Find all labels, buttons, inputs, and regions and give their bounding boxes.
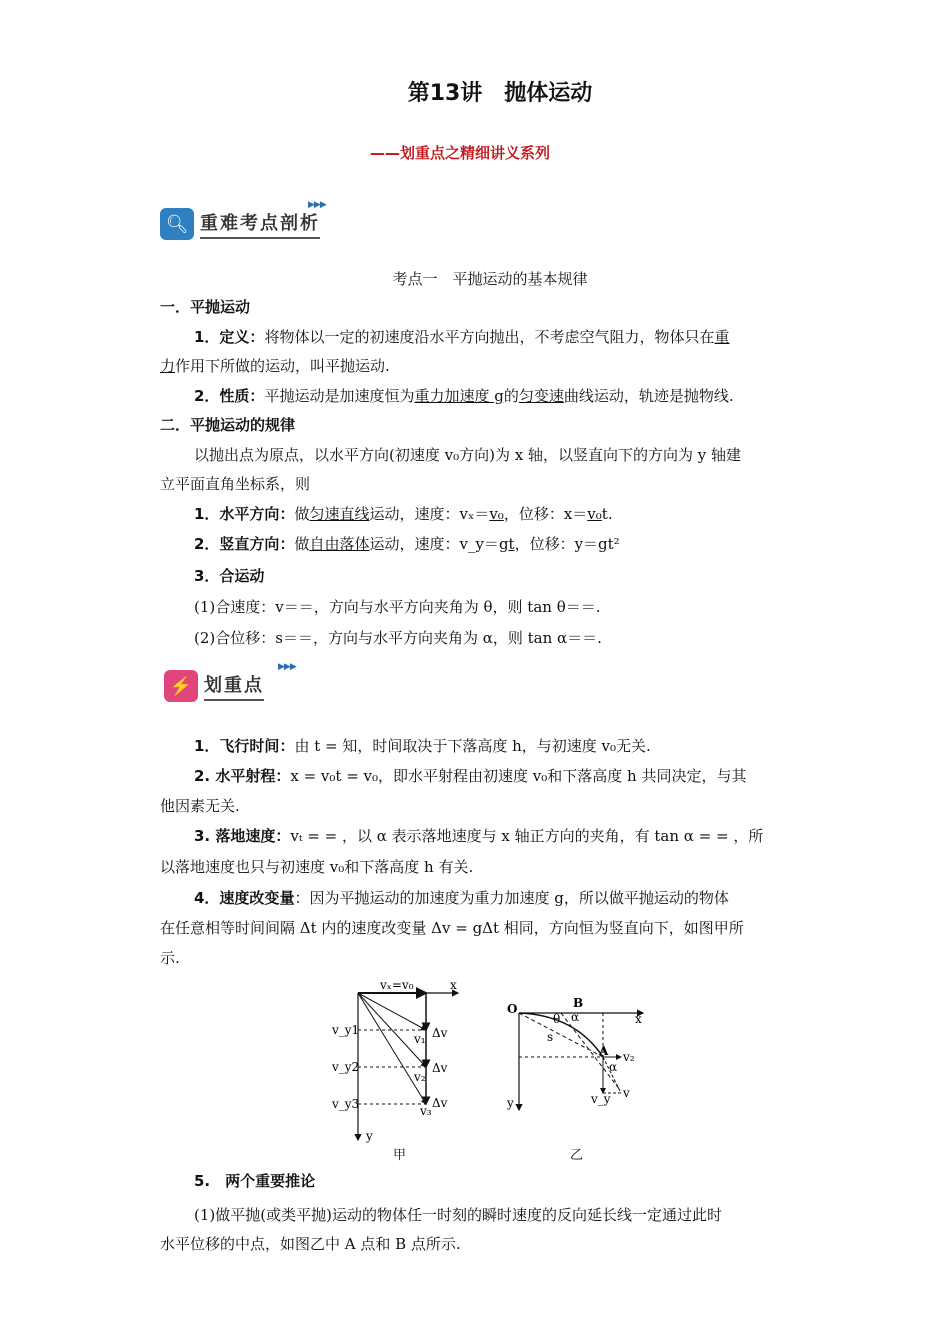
part2-heading: 二．平抛运动的规律 [160, 416, 296, 434]
label-alpha-A: α [609, 1060, 618, 1074]
intro-line-2: 立平面直角坐标系，则 [160, 475, 311, 493]
label-alpha-B: α [571, 1010, 580, 1024]
vertical-line: 2．竖直方向：做自由落体运动，速度：v_y＝gt，位移：y＝gt² [194, 535, 620, 553]
figure-jia [330, 975, 470, 1145]
combined-velocity: (1)合速度：v＝＝，方向与水平方向夹角为 θ，则 tan θ＝＝. [194, 598, 601, 616]
lightning-icon: ⚡ [164, 670, 198, 702]
definition-line-2: 力作用下所做的运动，叫平抛运动. [160, 357, 390, 375]
label-v3: v₃ [420, 1104, 432, 1118]
figure-yi-label: 乙 [570, 1148, 584, 1163]
figure-yi [505, 995, 650, 1115]
search-icon: 🔍︎ [160, 208, 194, 240]
badge-label: 划重点 [204, 671, 264, 701]
label-O: O [507, 1002, 518, 1016]
keypoint-4: 4．速度改变量：因为平抛运动的加速度为重力加速度 g，所以做平抛运动的物体 [194, 889, 729, 907]
keypoint-3-cont: 以落地速度也只与初速度 v₀和下落高度 h 有关. [160, 858, 474, 876]
badge-label: 重难考点剖析 [200, 209, 320, 239]
arrows-icon: ▶▶▶ [278, 662, 296, 672]
label-vy1: v_y1 [332, 1023, 360, 1037]
label-B: B [573, 996, 584, 1010]
combined-displacement: (2)合位移：s＝＝，方向与水平方向夹角为 α，则 tan α＝＝. [194, 629, 602, 647]
label-vx: vₓ=v₀ [380, 978, 414, 992]
inference-heading: 5. 两个重要推论 [194, 1172, 316, 1190]
label-v2: v₂ [623, 1050, 635, 1064]
keypoint-1: 1．飞行时间：由 t = 知，时间取决于下落高度 h，与初速度 v₀无关. [194, 737, 651, 755]
label-x: x [635, 1012, 642, 1026]
inference-1-cont: 水平位移的中点，如图乙中 A 点和 B 点所示. [160, 1235, 461, 1253]
label-dv3: Δv [432, 1096, 448, 1110]
keypoint-2-cont: 他因素无关. [160, 797, 240, 815]
section-title: 考点一 平抛运动的基本规律 [392, 270, 588, 288]
part1-heading: 一．平抛运动 [160, 298, 251, 316]
label-vy2: v_y2 [332, 1060, 360, 1074]
page-subtitle: ——划重点之精细讲义系列 [370, 144, 551, 162]
inference-1: (1)做平抛(或类平抛)运动的物体任一时刻的瞬时速度的反向延长线一定通过此时 [194, 1206, 722, 1224]
section-badge-keypoints [164, 670, 264, 702]
intro-line-1: 以抛出点为原点，以水平方向(初速度 v₀方向)为 x 轴，以竖直向下的方向为 y 轴建 [194, 446, 741, 464]
keypoint-4-cont: 在任意相等时间间隔 Δt 内的速度改变量 Δv = gΔt 相同，方向恒为竖直向下，如图甲所 [160, 919, 744, 937]
section-badge-analysis [160, 208, 320, 240]
keypoint-3: 3. 落地速度：vₜ = = ，以 α 表示落地速度与 x 轴正方向的夹角，有 tan α = = ，所 [194, 827, 764, 845]
property-line: 2．性质：平抛运动是加速度恒为重力加速度 g的匀变速曲线运动，轨迹是抛物线. [194, 387, 734, 405]
arrows-icon: ▶▶▶ [308, 200, 326, 210]
definition-line: 1．定义：将物体以一定的初速度沿水平方向抛出，不考虑空气阻力，物体只在重 [194, 328, 730, 346]
label-v: v [623, 1086, 630, 1100]
label-v1: v₁ [414, 1032, 426, 1046]
label-vy3: v_y3 [332, 1097, 360, 1111]
label-dv1: Δv [432, 1026, 448, 1040]
label-theta: θ [553, 1012, 561, 1026]
label-s: s [547, 1030, 554, 1044]
horizontal-line: 1．水平方向：做匀速直线运动，速度：vₓ＝v₀，位移：x＝v₀t. [194, 505, 613, 523]
label-x: x [450, 978, 457, 992]
keypoint-4-end: 示. [160, 949, 180, 967]
label-vy: v_y [591, 1092, 611, 1106]
keypoint-2: 2. 水平射程：x = v₀t = v₀，即水平射程由初速度 v₀和下落高度 h 共同决定，与其 [194, 767, 747, 785]
label-y: y [366, 1129, 373, 1143]
page-title: 第13讲 抛体运动 [407, 81, 593, 106]
label-y: y [507, 1096, 514, 1110]
label-dv2: Δv [432, 1061, 448, 1075]
label-A: A [599, 1044, 609, 1058]
label-v2: v₂ [414, 1070, 426, 1084]
figure-jia-label: 甲 [393, 1148, 407, 1163]
combined-heading: 3．合运动 [194, 567, 265, 585]
